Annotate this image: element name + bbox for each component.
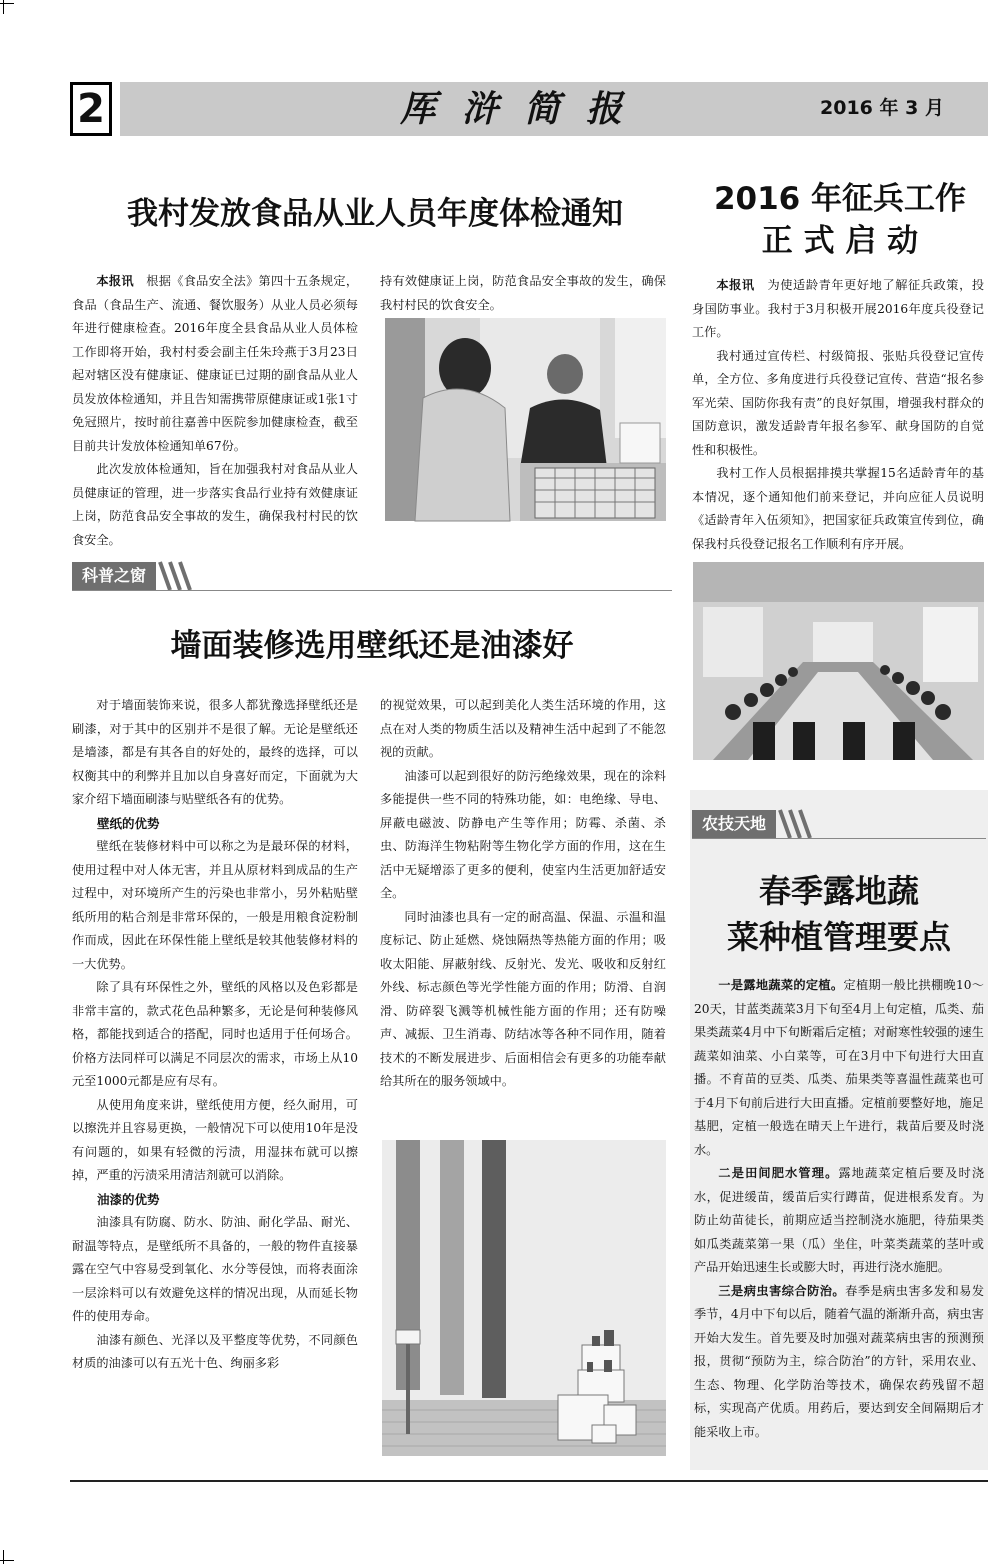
byline: 本报讯 xyxy=(96,274,134,288)
nongji-para1-text: 定植期一般比拱棚晚10～20天，甘蓝类蔬菜3月下旬至4月上旬定植，瓜类、茄果类蔬菜4月中下旬断霜后定植；对耐寒性较强的速生蔬菜如油菜、小白菜等，可在3月中下旬进行大田直播。不育苗的豆类、瓜类、茄果类等喜温性蔬菜也可于4月下旬前后进行大田直播。定植前要整好地，施足基肥，定植一般选在晴天上午进行，栽苗后要及时浇水。 xyxy=(694,978,984,1157)
article2-para1-text: 为使适龄青年更好地了解征兵政策，投身国防事业。我村于3月积极开展2016年度兵役登记工作。 xyxy=(692,278,985,339)
stripes-icon xyxy=(156,562,196,590)
article1-para1-text: 根据《食品安全法》第四十五条规定，食品（食品生产、流通、餐饮服务）从业人员必须每年进行健康检查。2016年度全县食品从业人员体检工作即将开始，我村村委会副主任朱玲燕于3月23日起对辖区没有健康证、健康证已过期的副食品从业人员发放体检通知，并且告知需携带原健康证或1张1寸免冠照片，按时前往嘉善中医院参加健康检查，截至目前共计发放体检通知单67份。 xyxy=(72,274,359,453)
nongji-tag-label: 农技天地 xyxy=(692,810,776,838)
nongji-para1 xyxy=(694,974,984,1162)
kepu-col2 xyxy=(380,694,666,1094)
article2-para2: 我村通过宣传栏、村级简报、张贴兵役登记宣传单，全方位、多角度进行兵役登记宣传、营造“报名参军光荣、国防你我有责”的良好氛围，增强我村群众的国防意识，激发适龄青年报名参军、献身国防的自觉性和积极性。 xyxy=(692,348,984,457)
kepu-para4: 从使用角度来讲，壁纸使用方便，经久耐用，可以擦洗并且容易更换，一般情况下可以使用10年是没有问题的，如果有轻微的污渍，用湿抹布就可以擦掉，严重的污渍采用清洁剂就可以消除。 xyxy=(72,1097,358,1182)
nongji-para3-text: 春季是病虫害多发和易发季节，4月中下旬以后，随着气温的渐渐升高，病虫害开始大发生。首先要及时加强对蔬菜病虫害的预测预报，贯彻“预防为主，综合防治”的方针，采用农业、生态、物理、化学防治等技术，确保农药残留不超标，实现高产优质。用药后，要达到安全间隔期后才能采收上市。 xyxy=(694,1283,985,1439)
kepu-para1: 对于墙面装饰来说，很多人都犹豫选择壁纸还是刷漆，对于其中的区别并不是很了解。无论是壁纸还是墙漆，都是有其各自的好处的，最终的选择，可以权衡其中的利弊并且加以自身喜好而定，下面就为大家介绍下墙面刷漆与贴壁纸各有的优势。 xyxy=(72,698,358,806)
stripes-icon xyxy=(776,810,816,838)
article2-photo xyxy=(693,562,984,760)
byline: 本报讯 xyxy=(716,278,755,292)
kepu-sub1: 壁纸的优势 xyxy=(97,815,160,831)
article1-para1 xyxy=(72,270,358,458)
kepu-tag-label: 科普之窗 xyxy=(72,562,156,590)
article2-title xyxy=(695,178,985,262)
kepu-photo xyxy=(382,1140,666,1456)
page-number-box xyxy=(70,82,112,136)
kepu-tag-rule xyxy=(72,590,672,591)
kepu-para6a: 油漆有颜色、光泽以及平整度等优势，不同颜色材质的油漆可以有五光十色、绚丽多彩 xyxy=(72,1332,358,1370)
kepu-title: 墙面装修选用壁纸还是油漆好 xyxy=(170,628,574,664)
nongji-para2-text: 露地蔬菜定植后要及时浇水，促进缓苗，缓苗后实行蹲苗，促进根系发育。为防止幼苗徒长，前期应适当控制浇水施肥，待茄果类如瓜类蔬菜第一果（瓜）坐住，叶菜类蔬菜的茎叶或产品开始迅速生长或膨大时，再进行浇水施肥。 xyxy=(694,1166,985,1274)
kepu-para2: 壁纸在装修材料中可以称之为是最环保的材料，使用过程中对人体无害，并且从原材料到成品的生产过程中，对环境所产生的污染也非常小，另外粘贴壁纸所用的粘合剂是非常环保的，一般是用粮食淀粉制作而成，因此在环保性能上壁纸是较其他装修材料的一大优势。 xyxy=(72,839,358,971)
kepu-para7: 油漆可以起到很好的防污绝缘效果，现在的涂料多能提供一些不同的特殊功能，如：电绝缘、导电、屏蔽电磁波、防静电产生等作用；防霉、杀菌、杀虫、防海洋生物粘附等生物化学方面的作用，这在生活中无疑增添了更多的便利，使室内生活更加舒适安全。 xyxy=(380,768,666,900)
article2-para1 xyxy=(692,274,984,345)
kepu-para8: 同时油漆也具有一定的耐高温、保温、示温和温度标记、防止延燃、烧蚀隔热等热能方面的作用；吸收太阳能、屏蔽射线、反射光、发光、吸收和反射红外线、标志颜色等光学性能方面的作用；防滑、自润滑、防碎裂飞溅等机械性能方面的作用；还有防噪声、减振、卫生消毒、防结冰等各种不同作用，随着技术的不断发展进步、后面相信会有更多的功能奉献给其所在的服务领域中。 xyxy=(380,909,666,1088)
article2-title-line2: 正 式 启 动 xyxy=(761,223,919,259)
nongji-lead3: 三是病虫害综合防治。 xyxy=(718,1283,846,1298)
nongji-title-line1: 春季露地蔬 xyxy=(758,872,919,910)
nongji-para3 xyxy=(694,1280,984,1445)
article2-para3: 我村工作人员根据排摸共掌握15名适龄青年的基本情况，逐个通知他们前来登记，并向应征人员说明《适龄青年入伍须知》，把国家征兵政策宣传到位，确保我村兵役登记报名工作顺利有序开展。 xyxy=(692,466,984,551)
article1-photo xyxy=(385,318,666,521)
kepu-para5: 油漆具有防腐、防水、防油、耐化学品、耐光、耐温等特点，是壁纸所不具备的，一般的物件直接暴露在空气中容易受到氧化、水分等侵蚀，而将表面涂一层涂料可以有效避免这样的情况出现，从而延长物件的使用寿命。 xyxy=(72,1215,358,1323)
crop-mark xyxy=(0,3,14,4)
nongji-para2 xyxy=(694,1162,984,1280)
nongji-tag-rule xyxy=(692,838,986,839)
nongji-body xyxy=(694,974,984,1444)
article2-title-line1: 2016 年征兵工作 xyxy=(713,181,967,217)
kepu-sub2: 油漆的优势 xyxy=(97,1191,160,1207)
crop-mark xyxy=(0,1560,14,1561)
nongji-title xyxy=(692,868,986,960)
kepu-section-tag xyxy=(72,562,196,590)
nongji-lead2: 二是田间肥水管理。 xyxy=(718,1166,839,1180)
issue-date: 2016 年 3 月 xyxy=(820,97,944,119)
nongji-lead1: 一是露地蔬菜的定植。 xyxy=(718,978,844,992)
nongji-title-line2: 菜种植管理要点 xyxy=(726,918,951,956)
article1-para2: 此次发放体检通知，旨在加强我村对食品从业人员健康证的管理，进一步落实食品行业持有效健康证上岗，防范食品安全事故的发生，确保我村村民的饮食安全。 xyxy=(72,462,358,547)
page-number: 2 xyxy=(77,86,105,132)
article2-body xyxy=(692,274,984,556)
kepu-para3: 除了具有环保性之外，壁纸的风格以及色彩都是非常丰富的，款式花色品种繁多，无论是何种装修风格，都能找到适合的搭配，同时也适用于任何场合。价格方法同样可以满足不同层次的需求，市场上从10元至1000元都是应有尽有。 xyxy=(72,980,358,1088)
masthead: 厍浒简报 xyxy=(400,88,649,130)
article1-col2 xyxy=(380,270,666,317)
crop-mark xyxy=(3,1550,4,1564)
article1-col1 xyxy=(72,270,359,547)
article1-title: 我村发放食品从业人员年度体检通知 xyxy=(127,196,623,232)
article1-para2-cont: 持有效健康证上岗，防范食品安全事故的发生，确保我村村民的饮食安全。 xyxy=(380,274,666,312)
footer-rule xyxy=(70,1480,988,1482)
kepu-col1 xyxy=(72,694,358,1376)
nongji-section-tag xyxy=(692,810,816,838)
kepu-para6b: 的视觉效果，可以起到美化人类生活环境的作用，这点在对人类的物质生活以及精神生活中起到了不能忽视的贡献。 xyxy=(380,698,666,759)
